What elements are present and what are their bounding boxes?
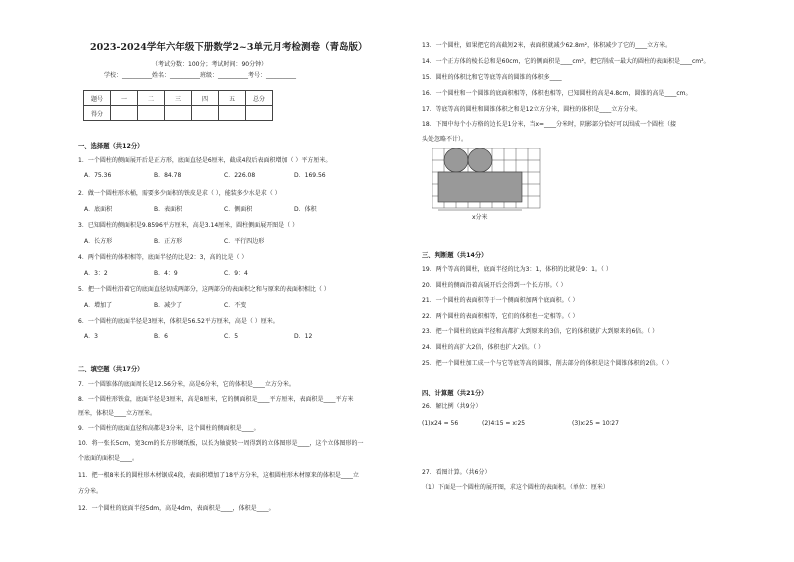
question-2: 2．做一个圆柱形水桶，需要多少面积的铁皮是求（ ），能装多少水是求（ ） <box>78 190 281 197</box>
question-8-line2: 厘米，体积是____立方厘米。 <box>78 410 157 417</box>
option[interactable]: B．84.78 <box>154 172 182 179</box>
question-16: 16．一个圆柱和一个圆锥的底面积相等，体积也相等，已知圆柱的高是4.8cm，圆锥的高是____cm。 <box>422 90 692 97</box>
section-3-title: 三、判断题（共14分） <box>422 252 488 259</box>
student-info-line: 学校：__________姓名：__________班级：__________考号：__________ <box>104 72 297 79</box>
question-18-line2: 头处忽略不计）。 <box>422 136 468 143</box>
section-2-title: 二、填空题（共17分） <box>78 366 144 373</box>
option[interactable]: B．表面积 <box>154 206 183 213</box>
question-18-line1: 18．下图中每个小方格的边长是1分米，当x=____分米时，阴影部分恰好可以围成一个圆柱（接 <box>422 121 677 128</box>
question-3-options <box>84 238 294 246</box>
exam-info: （考试分数：100分；考试时间：90分钟） <box>152 61 268 68</box>
question-27: 27．看图计算。（共6分） <box>422 469 491 476</box>
question-5: 5．把一个圆柱沿着它的底面直径切成两部分，这两部分的表面积之和与原来的表面积相比（ ） <box>78 286 330 293</box>
option[interactable]: C．侧面积 <box>224 206 253 213</box>
equation-3: (3)x∶25 = 10∶27 <box>572 420 619 427</box>
rectangle-shape <box>438 172 522 202</box>
grid-figure <box>432 148 542 222</box>
question-14: 14．一个正方体的棱长总和是60cm，它的侧面积是____cm²，把它削成一最大的圆柱的表面积是____cm²。 <box>422 58 710 65</box>
equation-2: (2)4∶15 = x∶25 <box>482 420 526 427</box>
section-1-title: 一、选择题（共12分） <box>78 143 144 150</box>
option[interactable]: C．9：4 <box>224 270 248 277</box>
question-8-line1: 8．一个圆柱形铁盒，底面半径是3厘米，高是8厘米，它的侧面积是____平方厘米，表面积是____平方米 <box>78 396 354 403</box>
option[interactable]: B．4：9 <box>154 270 178 277</box>
score-header-cell: 五 <box>219 91 246 106</box>
option[interactable]: A．底面积 <box>84 206 113 213</box>
question-4-options <box>84 270 294 278</box>
question-25: 25．把一个圆柱加工成一个与它等底等高的圆锥，削去部分的体积是这个圆锥体积的2倍。（ ） <box>422 360 673 367</box>
option[interactable]: A．75.36 <box>84 172 112 179</box>
option[interactable]: D．12 <box>294 333 313 340</box>
score-header-cell: 二 <box>138 91 165 106</box>
question-1-options <box>84 172 364 180</box>
question-6-options <box>84 333 364 341</box>
question-26: 26．解比例（共9分） <box>422 403 482 410</box>
question-15: 15．圆柱的体积比和它等底等高的圆锥的体积多____ <box>422 74 562 81</box>
score-input-cell[interactable] <box>246 106 273 121</box>
question-22: 22．两个圆柱的表面积相等，它们的体积也一定相等。（ ） <box>422 313 579 320</box>
score-input-cell[interactable] <box>192 106 219 121</box>
score-label-cell: 得分 <box>84 106 111 121</box>
option[interactable]: C．平行四边形 <box>224 238 265 245</box>
option[interactable]: C．5 <box>224 333 239 340</box>
score-input-cell[interactable] <box>111 106 138 121</box>
question-13: 13．一个圆柱，如果把它的高截短2米，表面积就减少62.8m²，体积减少了它的____立方米。 <box>422 42 672 49</box>
question-24: 24．圆柱的高扩大2倍，体积也扩大2倍。（ ） <box>422 344 545 351</box>
score-input-cell[interactable] <box>219 106 246 121</box>
question-11-line1: 11．把一根8米长的圆柱形木材锯成4段，表面积增加了18平方分米，这根圆柱形木材原来的体积是____立 <box>78 472 359 479</box>
question-11-line2: 方分米。 <box>78 488 103 495</box>
option[interactable]: A．3 <box>84 333 98 340</box>
option[interactable]: A．3：2 <box>84 270 108 277</box>
question-1: 1．一个圆柱的侧面展开后是正方形，底面直径是6厘米，截成4段后表面积增加（ ）平方厘米。 <box>78 157 332 164</box>
question-23: 23．把一个圆柱的底面半径和高都扩大到原来的3倍，它的体积就扩大到原来的6倍。（ ） <box>422 328 659 335</box>
question-4: 4．两个圆柱的体积相等，底面半径的比是2：3，高的比是（ ） <box>78 254 248 261</box>
question-7: 7．一个圆锥体的底面周长是12.56分米，高是6分米，它的体积是____立方分米。 <box>78 381 295 388</box>
score-header-cell: 一 <box>111 91 138 106</box>
score-header-cell: 题号 <box>84 91 111 106</box>
section-4-title: 四、计算题（共21分） <box>422 390 488 397</box>
question-27-part1: （1）下面是一个圆柱的展开图，求这个圆柱的表面积。（单位：厘米） <box>422 484 609 491</box>
question-2-options <box>84 206 364 214</box>
circle-shape-1 <box>444 148 468 172</box>
question-20: 20．圆柱的侧面沿着高展开后会得到一个长方形。（ ） <box>422 282 567 289</box>
option[interactable]: D．169.56 <box>294 172 326 179</box>
option[interactable]: D．体积 <box>294 206 317 213</box>
question-6: 6．一个圆柱的底面半径是3厘米，体积是56.52平方厘米，高是（ ）厘米。 <box>78 318 279 325</box>
score-header-cell: 总分 <box>246 91 273 106</box>
question-3: 3．已知圆柱的侧面积是9.8596平方厘米，高是3.14厘米，圆柱侧面展开图是（ ） <box>78 222 299 229</box>
score-header-cell: 三 <box>165 91 192 106</box>
option[interactable]: B．6 <box>154 333 168 340</box>
circle-shape-2 <box>468 148 492 172</box>
option[interactable]: B．减少了 <box>154 302 183 309</box>
question-9: 9．一个圆柱的底面直径和高都是3分米，这个圆柱的侧面积是____。 <box>78 425 260 432</box>
question-19: 19．两个等高的圆柱，底面半径的比为3：1，体积的比就是9：1。（ ） <box>422 266 612 273</box>
option[interactable]: C．不变 <box>224 302 247 309</box>
question-5-options <box>84 302 294 310</box>
option[interactable]: C．226.08 <box>224 172 256 179</box>
question-10-line2: 个底面的面积是____。 <box>78 455 139 462</box>
option[interactable]: A．增加了 <box>84 302 113 309</box>
question-21: 21．一个圆柱的表面积等于一个侧面积加两个底面积。（ ） <box>422 297 579 304</box>
page-title: 2023-2024学年六年级下册数学2~3单元月考检测卷（青岛版） <box>90 42 368 53</box>
score-header-cell: 四 <box>192 91 219 106</box>
question-10-line1: 10．将一张长5cm，宽3cm的长方形硬纸板，以长为轴旋转一周得到的立体图形是____，这个立体图形的一 <box>78 440 364 447</box>
option[interactable]: B．正方形 <box>154 238 183 245</box>
equation-1: (1)x24 = 56 <box>422 420 459 427</box>
score-input-cell[interactable] <box>138 106 165 121</box>
question-17: 17．等底等高的圆柱和圆锥体积之和是12立方分米，圆柱的体积是____立方分米。 <box>422 106 642 113</box>
score-input-cell[interactable] <box>165 106 192 121</box>
dimension-label: x分米 <box>472 214 488 221</box>
score-table <box>83 90 273 121</box>
option[interactable]: A．长方形 <box>84 238 113 245</box>
question-12: 12．一个圆柱的底面半径5dm，高是4dm，表面积是____，体积是____。 <box>78 505 275 512</box>
